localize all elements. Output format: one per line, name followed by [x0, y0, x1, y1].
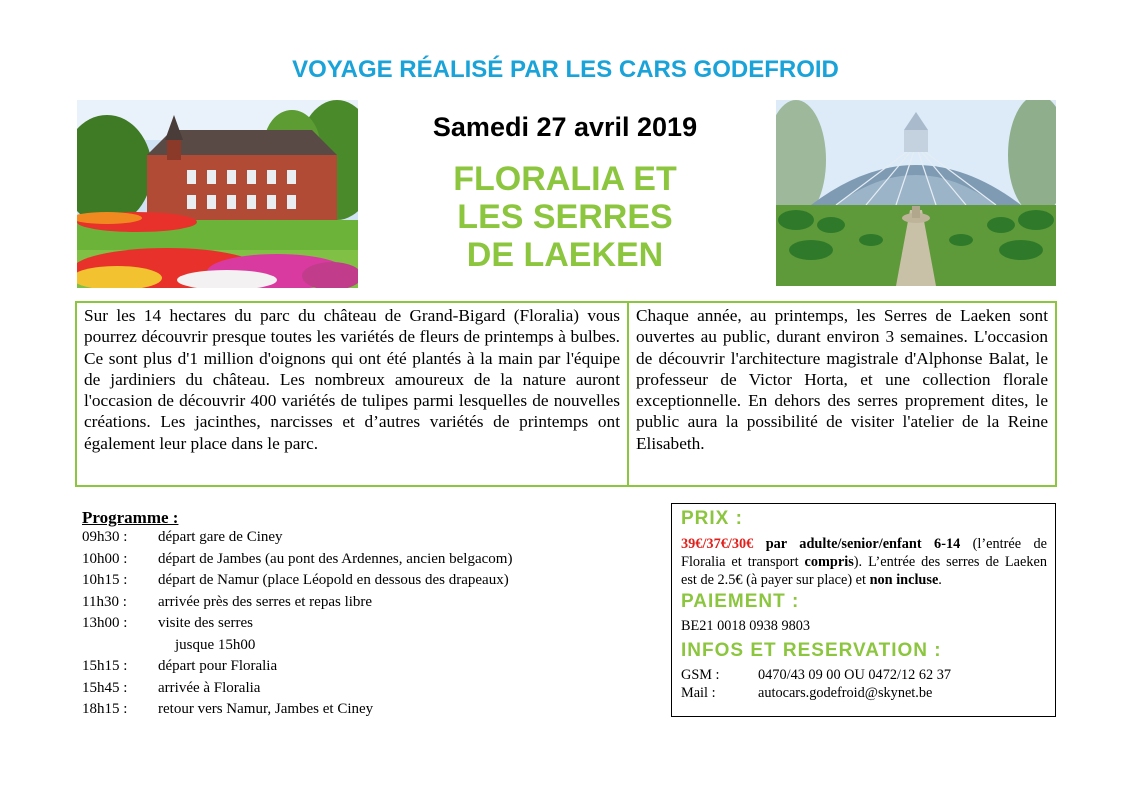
mail-row: Mail : autocars.godefroid@skynet.be	[681, 685, 933, 701]
description-box	[75, 301, 1057, 487]
event-title-line: DE LAEKEN	[466, 236, 664, 274]
contact-heading: INFOS ET RESERVATION :	[681, 640, 942, 661]
programme-item: 13h00 : visite des serres	[82, 615, 253, 631]
laeken-description: Chaque année, au printemps, les Serres de Laeken sont ouvertes au public, durant environ 3 semaines. L'occasion de découvrir l'architecture magistrale d'Alphonse Balat, le professeur de Victor Horta, et une collection florale exceptionnelle. En dehors des serres proprement dites, le public aura la possibilité de visiter l'atelier de la Reine Elisabeth.	[636, 306, 1048, 453]
organizer-heading: VOYAGE RÉALISÉ PAR LES CARS GODEFROID	[292, 56, 839, 83]
email-address: autocars.godefroid@skynet.be	[758, 685, 933, 701]
programme-item: 10h00 : départ de Jambes (au pont des Ardennes, ancien belgacom)	[82, 550, 513, 567]
programme-item: 18h15 : retour vers Namur, Jambes et Ciney	[82, 701, 374, 717]
programme-item: 09h30 : départ gare de Ciney	[82, 529, 283, 545]
programme-item: 11h30 : arrivée près des serres et repas libre	[82, 593, 373, 610]
price-amount: 39€/37€/30€	[681, 536, 754, 552]
programme-item: 15h15 : départ pour Floralia	[82, 658, 278, 674]
price-text: 39€/37€/30€ par adulte/senior/enfant 6-14 (l’entrée de Floralia et transport compris). L’entrée des serres de Laeken est de 2.5€ (à payer sur place) et non incluse.	[681, 536, 1047, 588]
info-box	[671, 503, 1056, 717]
event-title	[330, 160, 800, 274]
iban: BE21 0018 0938 9803	[681, 618, 811, 634]
programme-item: 10h15 : départ de Namur (place Léopold en dessous des drapeaux)	[82, 572, 509, 588]
programme-item: jusque 15h00	[175, 636, 256, 653]
payment-heading: PAIEMENT :	[681, 591, 800, 612]
programme-title: Programme :	[82, 508, 179, 527]
event-date: Samedi 27 avril 2019	[432, 112, 698, 142]
greenhouse-photo	[776, 100, 1056, 286]
programme-item: 15h45 : arrivée à Floralia	[82, 679, 261, 696]
event-title-line: FLORALIA ET	[453, 160, 677, 198]
gsm-row: GSM : 0470/43 09 00 OU 0472/12 62 37	[681, 667, 952, 683]
price-categories: par adulte/senior/enfant 6-14	[765, 536, 961, 552]
floralia-description: Sur les 14 hectares du parc du château de Grand-Bigard (Floralia) vous pourrez découvrir presque toutes les variétés de fleurs de printemps à bulbes. Ce sont plus d'1 million d'oignons qui ont été plantés à la main par l'équipe de jardiniers du château. Les nombreux amoureux de la nature auront l'occasion de découvrir 400 variétés de tulipes parmi lesquelles de nouvelles créations. Les jacinthes, narcisses et d’autres variétés de printemps ont également leur place dans le parc.	[77, 303, 629, 485]
price-heading: PRIX :	[681, 508, 743, 529]
event-title-line: LES SERRES	[457, 198, 673, 236]
